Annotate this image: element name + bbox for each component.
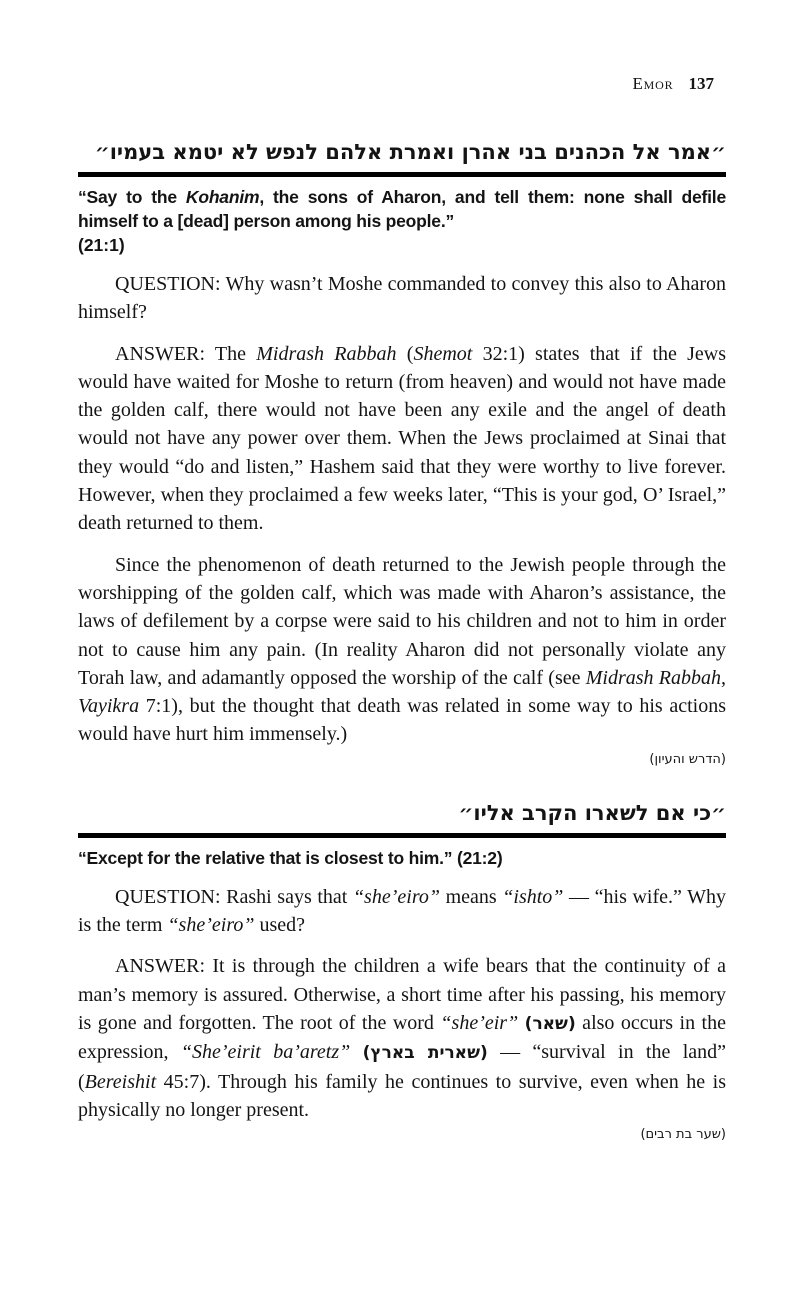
verse-translation — [78, 846, 726, 870]
hebrew-verse-heading: ״אמר אל הכהנים בני אהרן ואמרת אלהם לנפש לא יטמא בעמיו״ — [94, 140, 726, 164]
heading-divider-bar — [78, 833, 726, 838]
commentary-section-1 — [78, 136, 726, 767]
text-run: 7:1), but the thought that death was related in some way to his actions would have hurt him immensely.) — [78, 695, 726, 746]
verse-reference: (21:1) — [78, 235, 125, 255]
text-run: 32:1) states that if the Jews would have waited for Moshe to return (from heaven) and would not have made the golden calf, there would not have been any exile and the angel of death would not have any power over them. When the Jews proclaimed at Sinai that they would “do and listen,” Hashem said that they were worthy to live forever. However, when they proclaimed a few weeks later, “This is your god, O’ Israel,” death returned to them. — [78, 342, 727, 535]
italic-text-run: Vayikra — [78, 695, 140, 718]
text-run: QUESTION: Why wasn’t Moshe commanded to convey this also to Aharon himself? — [78, 273, 726, 324]
source-attribution: (שער בת רבים) — [640, 1127, 726, 1143]
text-run: ANSWER: It is through the children a wife bears that the continuity of a man’s memory is assured. Otherwise, a short time after his passing, his memory is gone and forgotten. The root of the word — [78, 955, 726, 1034]
italic-text-run: Bereishit — [84, 1070, 157, 1093]
text-run: , — [721, 666, 726, 689]
answer-paragraph — [78, 952, 726, 1124]
text-run: “Except for the relative that is closest to him.” (21:2) — [78, 847, 503, 868]
text-run: ( — [396, 342, 414, 365]
text-run: — “his wife.” Why is the term — [78, 885, 726, 937]
question-paragraph — [78, 270, 726, 327]
text-run: — “survival in the land” ( — [78, 1041, 727, 1093]
heading-divider-bar — [78, 172, 726, 177]
italic-text-run: “She’eirit ba’aretz” — [180, 1041, 351, 1064]
running-head — [78, 0, 726, 94]
hebrew-inline-text: (שאר) — [524, 1013, 576, 1034]
text-run: means — [439, 885, 503, 908]
italic-text-run: “she’eiro” — [167, 914, 255, 937]
text-run: ANSWER: The — [115, 342, 257, 365]
answer-paragraph — [78, 340, 726, 538]
answer-paragraph-continued — [78, 551, 726, 749]
text-run: 45:7). Through his family he continues to survive, even when he is physically no longer present. — [78, 1070, 726, 1121]
italic-text-run: Shemot — [413, 342, 473, 365]
text-run: “Say to the — [78, 187, 186, 207]
italic-text-run: Kohanim — [185, 187, 260, 207]
text-run: used? — [254, 914, 306, 937]
text-run — [350, 1041, 362, 1063]
verse-translation — [78, 185, 726, 233]
italic-text-run: “ishto” — [502, 885, 564, 908]
text-run: Since the phenomenon of death returned to the Jewish people through the worshipping of the golden calf, which was made with Aharon’s assistance, the laws of defilement by a corpse were said to his children and not to him in order not to cause him any pain. (In reality Aharon did not personally violate any Torah law, and adamantly opposed the worship of the calf (see — [78, 553, 726, 689]
page-content — [78, 0, 726, 1142]
question-paragraph — [78, 883, 726, 940]
hebrew-inline-text: (שארית בארץ) — [362, 1043, 488, 1064]
text-run: also occurs in the expression, — [78, 1011, 726, 1064]
italic-text-run: Midrash Rabbah — [585, 666, 721, 689]
text-run: QUESTION: Rashi says that — [115, 885, 353, 908]
source-attribution: (הדרש והעיון) — [649, 751, 726, 767]
italic-text-run: “she’eiro” — [352, 885, 440, 908]
page-number: 137 — [688, 74, 714, 93]
italic-text-run: “she’eir” — [440, 1011, 519, 1034]
text-run: , the sons of Aharon, and tell them: none shall defile himself to a [dead] person among his people.” — [78, 187, 727, 231]
hebrew-verse-heading: ״כי אם לשארו הקרב אליו״ — [458, 800, 726, 825]
italic-text-run: Midrash Rabbah — [256, 342, 397, 365]
parsha-name: Emor — [632, 74, 674, 93]
commentary-section-2 — [78, 797, 726, 1142]
